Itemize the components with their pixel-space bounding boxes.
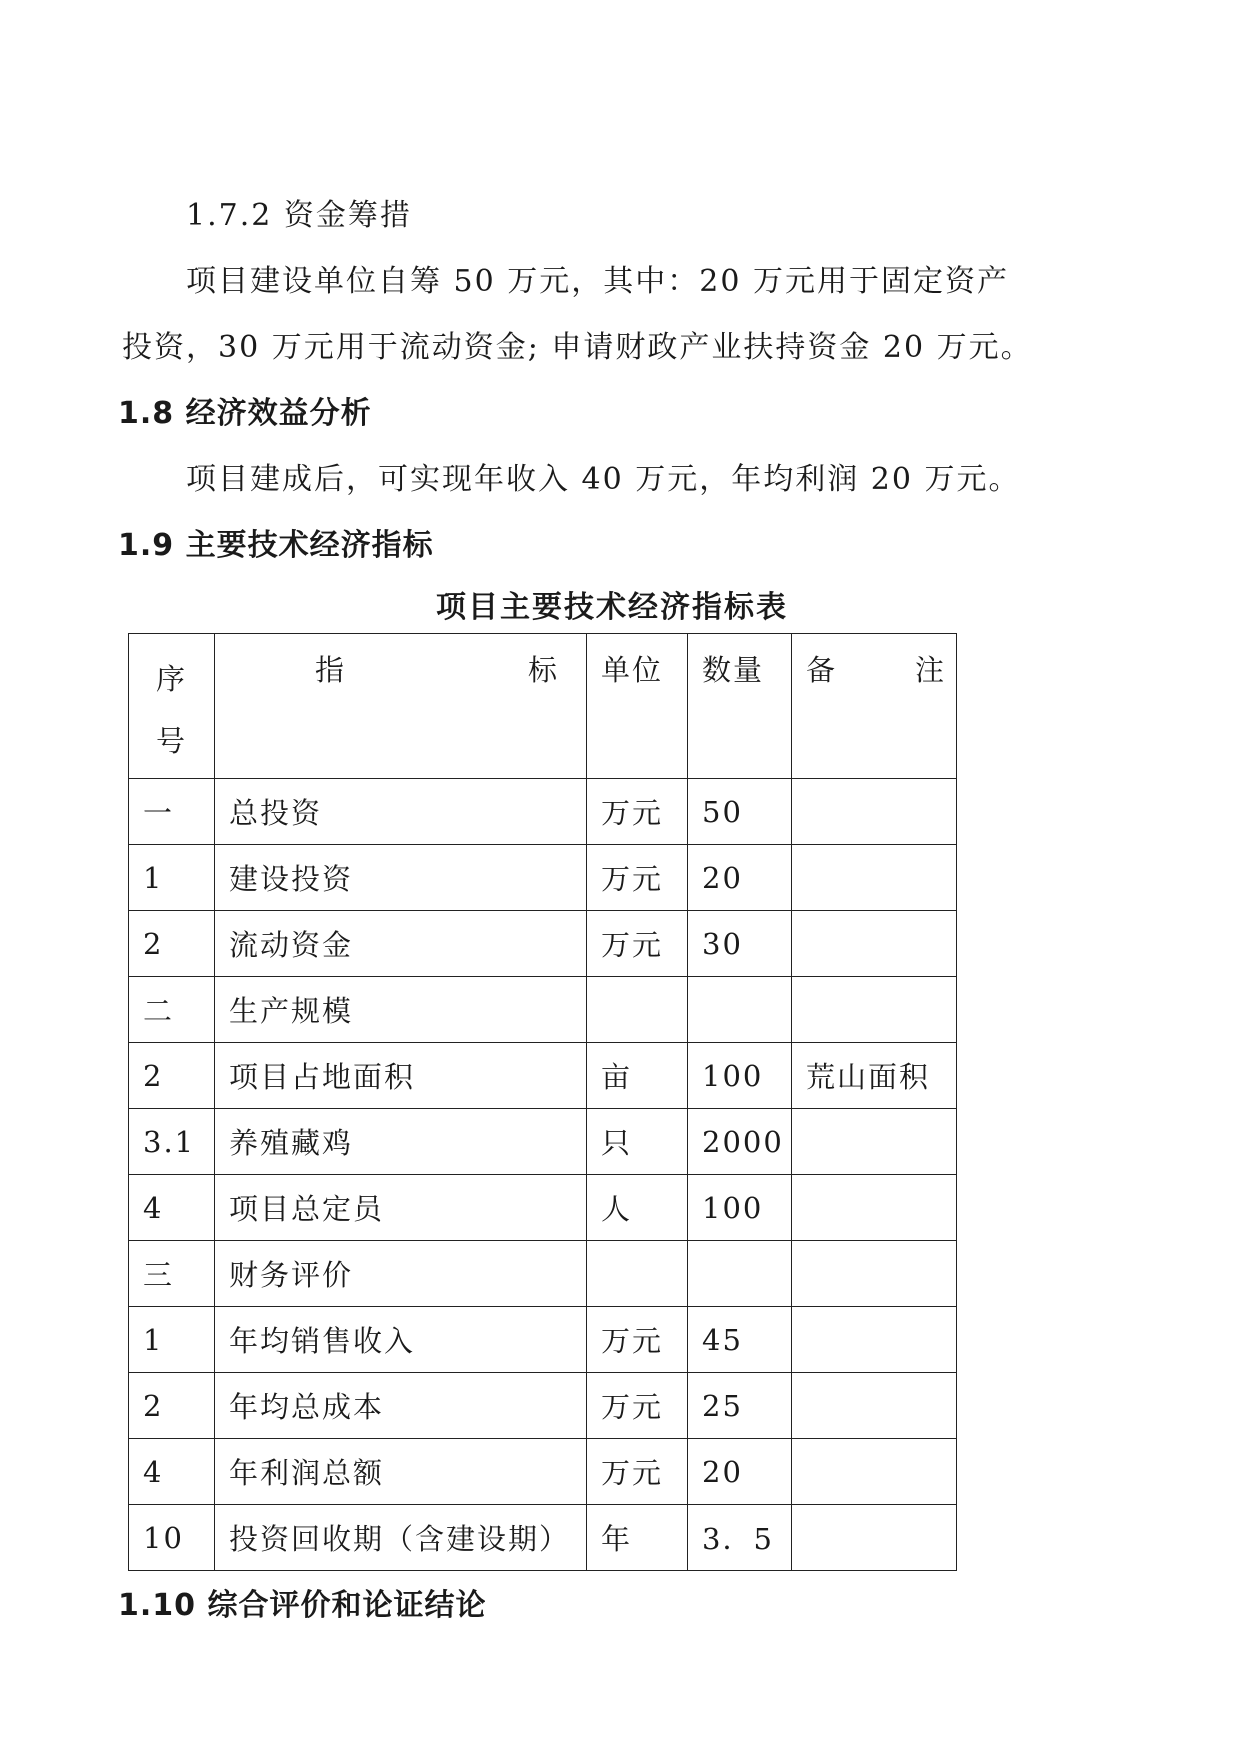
cell-quantity: 20 xyxy=(688,1439,792,1505)
cell-indicator: 年利润总额 xyxy=(215,1439,587,1505)
cell-seq: 2 xyxy=(129,1043,215,1109)
cell-quantity: 100 xyxy=(688,1175,792,1241)
section-heading-1-10: 1.10 综合评价和论证结论 xyxy=(118,1588,487,1623)
cell-note xyxy=(792,1307,957,1373)
header-unit: 单位 xyxy=(587,634,688,779)
cell-note xyxy=(792,1505,957,1571)
header-indicator-label: 指标 xyxy=(315,653,559,687)
table-row xyxy=(129,1505,957,1571)
benefit-paragraph: 项目建成后，可实现年收入 40 万元，年均利润 20 万元。 xyxy=(186,462,1021,497)
cell-seq: 10 xyxy=(129,1505,215,1571)
cell-note xyxy=(792,1439,957,1505)
indicators-table xyxy=(128,633,957,1571)
section-heading-1-9: 1.9 主要技术经济指标 xyxy=(118,528,434,563)
cell-indicator: 项目总定员 xyxy=(215,1175,587,1241)
cell-indicator: 养殖藏鸡 xyxy=(215,1109,587,1175)
table-header-row xyxy=(129,634,957,779)
table-row xyxy=(129,911,957,977)
cell-seq: 1 xyxy=(129,1307,215,1373)
cell-seq: 4 xyxy=(129,1439,215,1505)
cell-indicator: 生产规模 xyxy=(215,977,587,1043)
cell-unit: 万元 xyxy=(587,1439,688,1505)
cell-quantity: 20 xyxy=(688,845,792,911)
cell-seq: 一 xyxy=(129,779,215,845)
cell-indicator: 项目占地面积 xyxy=(215,1043,587,1109)
funding-paragraph-line-2: 投资，30 万元用于流动资金; 申请财政产业扶持资金 20 万元。 xyxy=(122,330,1033,365)
table-row xyxy=(129,779,957,845)
cell-unit: 万元 xyxy=(587,1373,688,1439)
section-heading-1-7-2: 1.7.2 资金筹措 xyxy=(186,198,412,233)
cell-unit xyxy=(587,1241,688,1307)
cell-quantity: 3．5 xyxy=(688,1505,792,1571)
cell-note xyxy=(792,1109,957,1175)
cell-seq: 二 xyxy=(129,977,215,1043)
cell-seq: 4 xyxy=(129,1175,215,1241)
cell-indicator: 建设投资 xyxy=(215,845,587,911)
cell-note xyxy=(792,1175,957,1241)
cell-quantity: 25 xyxy=(688,1373,792,1439)
cell-unit: 亩 xyxy=(587,1043,688,1109)
cell-seq: 3.1 xyxy=(129,1109,215,1175)
cell-unit: 万元 xyxy=(587,1307,688,1373)
cell-seq: 三 xyxy=(129,1241,215,1307)
cell-quantity: 2000 xyxy=(688,1109,792,1175)
table-row xyxy=(129,1307,957,1373)
cell-indicator: 流动资金 xyxy=(215,911,587,977)
cell-note: 荒山面积 xyxy=(792,1043,957,1109)
cell-note xyxy=(792,845,957,911)
cell-seq: 2 xyxy=(129,911,215,977)
cell-quantity: 100 xyxy=(688,1043,792,1109)
cell-seq: 2 xyxy=(129,1373,215,1439)
table-row xyxy=(129,1175,957,1241)
cell-note xyxy=(792,911,957,977)
cell-quantity: 30 xyxy=(688,911,792,977)
table-row xyxy=(129,977,957,1043)
cell-note xyxy=(792,1241,957,1307)
table-title: 项目主要技术经济指标表 xyxy=(436,590,788,625)
cell-note xyxy=(792,779,957,845)
cell-unit: 万元 xyxy=(587,845,688,911)
cell-unit: 万元 xyxy=(587,779,688,845)
table-row xyxy=(129,1439,957,1505)
cell-indicator: 年均总成本 xyxy=(215,1373,587,1439)
cell-unit: 年 xyxy=(587,1505,688,1571)
header-note-label: 备注 xyxy=(806,653,946,687)
table-row xyxy=(129,1241,957,1307)
cell-unit: 万元 xyxy=(587,911,688,977)
cell-quantity: 45 xyxy=(688,1307,792,1373)
section-heading-1-8: 1.8 经济效益分析 xyxy=(118,396,372,431)
header-quantity: 数量 xyxy=(688,634,792,779)
cell-indicator: 年均销售收入 xyxy=(215,1307,587,1373)
funding-paragraph-line-1: 项目建设单位自筹 50 万元，其中：20 万元用于固定资产 xyxy=(186,264,1009,299)
header-seq: 序 号 xyxy=(129,634,215,779)
cell-unit xyxy=(587,977,688,1043)
table-row xyxy=(129,1043,957,1109)
cell-note xyxy=(792,977,957,1043)
cell-indicator: 财务评价 xyxy=(215,1241,587,1307)
cell-unit: 人 xyxy=(587,1175,688,1241)
cell-note xyxy=(792,1373,957,1439)
cell-quantity xyxy=(688,977,792,1043)
cell-unit: 只 xyxy=(587,1109,688,1175)
cell-indicator: 总投资 xyxy=(215,779,587,845)
cell-quantity: 50 xyxy=(688,779,792,845)
header-indicator xyxy=(215,634,587,779)
table-row xyxy=(129,845,957,911)
cell-quantity xyxy=(688,1241,792,1307)
table-row xyxy=(129,1109,957,1175)
table-row xyxy=(129,1373,957,1439)
cell-seq: 1 xyxy=(129,845,215,911)
cell-indicator: 投资回收期（含建设期） xyxy=(215,1505,587,1571)
header-note xyxy=(792,634,957,779)
